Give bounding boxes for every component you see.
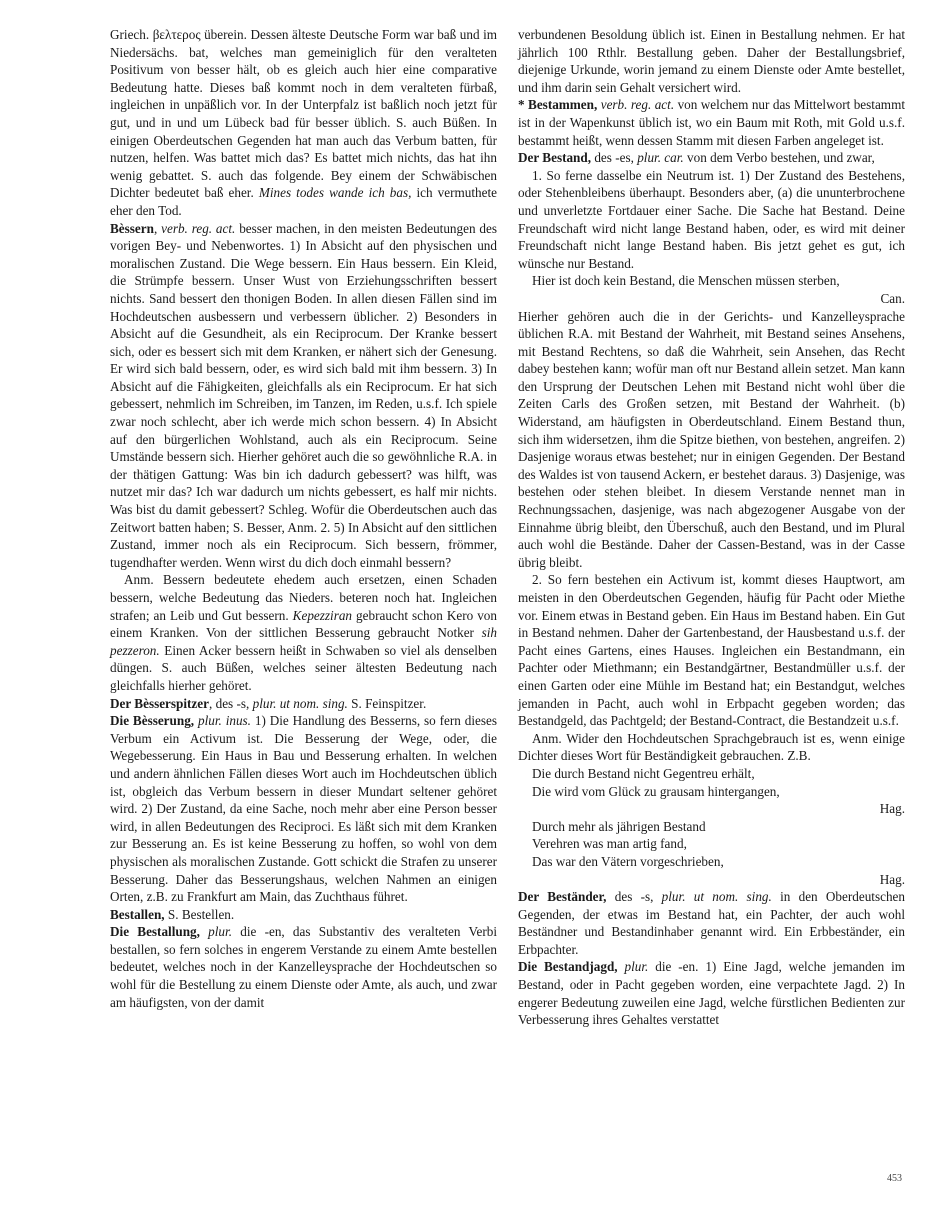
grammar-note: plur. inus. <box>198 713 251 729</box>
entry-bestandjagd <box>518 958 905 1028</box>
grammar-note: plur. ut nom. sing. <box>661 889 772 905</box>
grammar-note: plur. ut nom. sing. <box>252 695 348 711</box>
grammar-note: plur. <box>624 959 649 975</box>
bestand-sense-1-continued: Hierher gehören auch die in der Gerichts- und Kanzelleysprache üblichen R.A. mit Bestand der Wahrheit, mit Bestand seines Ansehens, mit Bestand Rechtens, so daß die Wahrheit, sein Ansehen, das Recht dabey bestehen kann; wofür man oft nur Bestand allein setzet. Man kann den Ursprung der Deutschen Lehen mit Bestand nicht wohl über die Zeiten Carls des Großen setzen, mit Bestand der Wahrheit. (b) Widerstand, am häufigsten in Oberdeutschland. Einem Bestand thun, sich ihm widersetzen, ihm die Spitze biethen, von bestehen, angreifen. 2) Dasjenige woraus etwas bestehet; nur in einigen Gegenden. Der Bestand des Waldes ist von tausend Ackern, er bestehet daraus. 3) Dasjenige, was bestehen oder stehen bleibet. In diesem Verstande nennet man in Rechnungssachen, dasjenige, was nach abgezogener Ausgabe von der Einnahme übrig bleibt, den Überschuß, auch den Bestand, und im Plural auch wohl die Bestände. Daher der Cassen-Bestand, was in der Casse übrig bleibt. <box>518 308 905 570</box>
entry-text: von welchem nur das Mittelwort bestammt ist in der Wapenkunst üblich ist, wo ein Baum mit Roth, mit Gold u.s.f. bestammt heißt, wenn dessen Stamm mit diesen Farben angeleget ist. <box>518 97 905 148</box>
right-column <box>518 26 905 1029</box>
entry-besserung <box>110 712 497 906</box>
headword: Bestallen, <box>110 906 165 922</box>
grammar-note: verb. reg. act. <box>161 220 236 236</box>
entry-bestallung-continued: verbundenen Besoldung üblich ist. Einen in Bestallung nehmen. Er hat jährlich 100 Rthlr. Bestallung geben. Daher der Bestallungsbrief, diejenige Urkunde, worin jemand zu einem Dienste oder Amte bestellet, und ihm darin sein Gehalt versichert wird. <box>518 27 905 95</box>
verse-line: Verehren was man artig fand, <box>532 836 687 852</box>
entry-bessern: Bèssern, verb. reg. act. besser machen, in den meisten Bedeutungen des vorigen Bey- und Nebenwortes. 1) In Absicht auf den physischen und moralischen Zustand. Die Wege bessern. Ein Haus bessern. Ein Kleid, die Strümpfe bessern. Unser Wust von Erziehungsschriften bessert nichts. Sand bessert den thonigen Boden. In allen diesen Fällen sind im Hochdeutschen ausbessern und verbessern üblicher. 2) Besonders in Absicht auf die Gesundheit, als ein Reciprocum. Der Kranke bessert sich, oder es bessert sich mit dem Kranken, er nähert sich der Genesung. Er wird sich bald bessern, oder, es wird sich bald mit ihm bessern. 3) In Absicht auf die Fähigkeiten, gleichfalls als ein Reciprocum. Er hat sich gebessert, nehmlich im Schreiben, im Tanzen, im Reden, u.s.f. Ich spiele zwar noch schlecht, aber ich werde mich schon bessern. 4) In Absicht auf den bürgerlichen Wohlstand, auch als ein Reciprocum. Seine Umstände bessern sich. Hierher gehöret auch die so gewöhnliche R.A. in der thätigen Gattung: Was bin ich dadurch gebessert? was hilft, was nutzet mir das? Ich war dadurch um nichts gebessert, es half mir nichts. Was bist du damit gebessert? Schleg. Wofür die Oberdeutschen auch das Zeitwort batten haben; S. Besser, Anm. 2. 5) In Absicht auf den sittlichen Zustand, immer noch als ein Reciprocum. Sich bessern, frömmer, tugendhafter werden. Wenn wirst du dich doch einmahl bessern? <box>110 220 497 570</box>
headword: Der Bestand, <box>518 150 592 166</box>
verse-line: Die wird vom Glück zu grausam hintergangen, <box>532 783 780 799</box>
entry-bestaender: Der Beständer, des -s, plur. ut nom. sing. in den Oberdeutschen Gegenden, der etwas im Bestand hat, ein Pachter, der auch wohl Beständner und Bestandinhaber genannt wird. Ein Erbbeständer, ein Erbpachter. <box>518 889 905 957</box>
entry-bestallung <box>110 923 497 1011</box>
headword: Die Bestallung, <box>110 924 200 940</box>
headword: Bèssern <box>110 220 154 236</box>
verse-line: Das war den Vätern vorgeschrieben, <box>532 853 724 869</box>
entry-text: 1) Die Handlung des Besserns, so fern dieses Verbum ein Activum ist. Die Besserung der Wege, oder, die Wegebesserung. Ein Haus in Bau und Besserung erhalten. In welchen und andern ähnlichen Fällen dieses Wort auch im Hochdeutschen üblich ist, obgleich das Verbum bessern in dieser Mundart seltener gehöret wird. 2) Der Zustand, da eine Sache, noch mehr aber eine Person besser wird, in allen Bedeutungen des Reciproci. Es läßt sich mit dem Kranken zur Besserung an. Es ist keine Besserung zu hoffen, so wohl von dem physischen als moralischen Zustande. Gott schickt die Strafen zu unserer Besserung. Daher das Besserungshaus, welchen Nahmen an einigen Orten, z.B. zu Frankfurt am Main, das Zuchthaus führet. <box>110 713 497 905</box>
entry-text: besser machen, in den meisten Bedeutungen des vorigen Bey- und Nebenwortes. 1) In Absicht auf den physischen und moralischen Zustand. Die Wege bessern. Ein Haus bessern. Ein Kleid, die Strümpfe bessern. Unser Wust von Erziehungsschriften bessert nichts. Sand bessert den thonigen Boden. In allen diesen Fällen sind im Hochdeutschen ausbessern und verbessern üblicher. 2) Besonders in Absicht auf die Gesundheit, als ein Reciprocum. Der Kranke bessert sich, oder es bessert sich mit dem Kranken, er nähert sich der Genesung. Er wird sich bald bessern, oder, es wird sich bald mit ihm bessern. 3) In Absicht auf die Fähigkeiten, gleichfalls als ein Reciprocum. Er hat sich gebessert, nehmlich im Schreiben, im Tanzen, im Reden, u.s.f. Ich spiele zwar noch schlecht, aber ich werde mich schon bessern. 4) In Absicht auf den bürgerlichen Wohlstand, auch als ein Reciprocum. Seine Umstände bessern sich. Hierher gehöret auch die so gewöhnliche R.A. in der thätigen Gattung: Was bin ich dadurch gebessert? was hilft, was nutzet mir das? Ich war dadurch um nichts gebessert, es half mir nichts. Was bist du damit gebessert? Schleg. Wofür die Oberdeutschen auch das Zeitwort batten haben; S. Besser, Anm. 2. 5) In Absicht auf den sittlichen Zustand, immer noch als ein Reciprocum. Sich bessern, frömmer, tugendhafter werden. Wenn wirst du dich doch einmahl bessern? <box>110 220 497 570</box>
entry-bestallen: Bestallen, S. Bestellen. <box>110 906 235 922</box>
verse-attribution: Hag. <box>879 801 905 817</box>
entry-besserspitzer: Der Bèsserspitzer, des -s, plur. ut nom. sing. S. Feinspitzer. <box>110 695 427 711</box>
bestand-sense-1: 1. So ferne dasselbe ein Neutrum ist. 1) Der Zustand des Bestehens, oder Stehenbleibens überhaupt. Besonders aber, (a) die ununterbrochene und unverletzte Fortdauer einer Sache. Die Sache hat Bestand. Deine Freundschaft wird nicht lange Bestand haben, oder, es wird mit deiner Freundschaft nicht lange Bestand haben. Bis jetzt gehet es gut, ich wünsche nur Bestand. <box>518 167 905 271</box>
headword: Der Beständer, <box>518 889 607 905</box>
paragraph-besser-etymology: Griech. βελτερος überein. Dessen älteste Deutsche Form war baß und im Niedersächs. bat, welches man gemeiniglich für den veralteten Positivum von besser hält, ob es gleich auch hier eine comparative Bedeutung hatte. Dieses baß kommt noch in dem veralteten fürbaß, ingleichen in unpäßlich vor. In der Unterpfalz ist baßlich noch jetzt für gut, und in und um Lübeck bad für besser üblich. S. auch Büßen. In einigen Oberdeutschen Gegenden hat man auch das Verbum batten, für nutzen, helfen. Was battet mich das? Es battet mich nichts, das hat ihn wenig gebattet. S. auch das folgende. Bey einem der Schwäbischen Dichter bedeutet baß eher. Mines todes wande ich bas, ich vermuthete eher den Tod. <box>110 27 497 218</box>
grammar-note: verb. reg. act. <box>600 97 675 113</box>
headword: * Bestammen, <box>518 97 598 113</box>
entry-bestand: Der Bestand, des -es, plur. car. von dem Verbo bestehen, und zwar, <box>518 150 875 166</box>
entry-bestammen <box>518 96 905 149</box>
headword: Die Bestandjagd, <box>518 959 618 975</box>
verse-attribution: Hag. <box>879 871 905 887</box>
entry-text: die -en, das Substantiv des veralteten Verbi bestallen, so fern solches in engerem Verstande zu einem Amte bestellen bedeutet, welches noch in der Kanzelleysprache der Hochdeutschen so wohl für die Bestellung zu einem Dienste oder Amte, als auch, und zwar am häufigsten, von der damit <box>110 924 498 1010</box>
headword: Die Bèsserung, <box>110 713 195 729</box>
grammar-note: plur. <box>208 924 232 940</box>
quote-swabian-poet: Mines todes wande ich bas, <box>258 185 412 201</box>
verse-attribution: Can. <box>880 290 905 306</box>
bestand-sense-2: 2. So fern bestehen ein Activum ist, kommt dieses Hauptwort, am meisten in den Oberdeutschen Gegenden, häufig für Pacht oder Miethe vor. Einem etwas in Bestand geben. Ein Haus im Bestand haben. Ein Gut in Bestand nehmen. Daher der Gartenbestand, der Hausbestand u.s.f. der Pacht eines Gartens, eines Hauses. Ingleichen ein Bestandmann, ein Pachter oder Miethmann; ein Bestandgärtner, Bestandmüller u.s.f. der einen Garten oder eine Mühle im Bestand hat; ein Bestandgut, welches jemanden in Pacht, auch wohl in Erbpacht gegeben worden; das Bestandgeld, das Pachtgeld; der Bestand-Contract, die Bestandzeit u.s.f. <box>518 572 905 729</box>
grammar-note: plur. car. <box>637 150 684 166</box>
verse-line: Durch mehr als jährigen Bestand <box>532 818 706 834</box>
headword: Der Bèsserspitzer <box>110 695 209 711</box>
note-bestand: Anm. Wider den Hochdeutschen Sprachgebrauch ist es, wenn einige Dichter dieses Wort für Beständigkeit gebrauchen. Z.B. <box>518 730 905 764</box>
verse-line: Die durch Bestand nicht Gegentreu erhält, <box>532 765 755 781</box>
entry-text: die -en. 1) Eine Jagd, welche jemanden im Bestand, oder in Pacht gegeben worden, eine verpachtete Jagd. 2) In engerer Bedeutung zuweilen eine Jagd, welche fürstlichen Bedienten zur Verbesserung ihres Gehaltes verstattet <box>518 959 906 1028</box>
verse-line: Hier ist doch kein Bestand, die Menschen müssen sterben, <box>532 273 840 289</box>
page-number: 453 <box>887 1173 902 1184</box>
note-bessern: Anm. Bessern bedeutete ehedem auch ersetzen, einen Schaden bessern, welche Bedeutung das Nieders. beteren noch hat. Ingleichen strafen; an Leib und Gut bessern. Kepezziran gebraucht schon Kero von einem Kranken. Von der sittlichen Besserung gebraucht Notker sih pezzeron. Einen Acker bessern heißt in Schwaben so viel als denselben düngen. S. auch Büßen, welches seiner ältesten Bedeutung nach gleichfalls hierher gehöret. <box>110 572 497 693</box>
left-column <box>110 26 497 1011</box>
